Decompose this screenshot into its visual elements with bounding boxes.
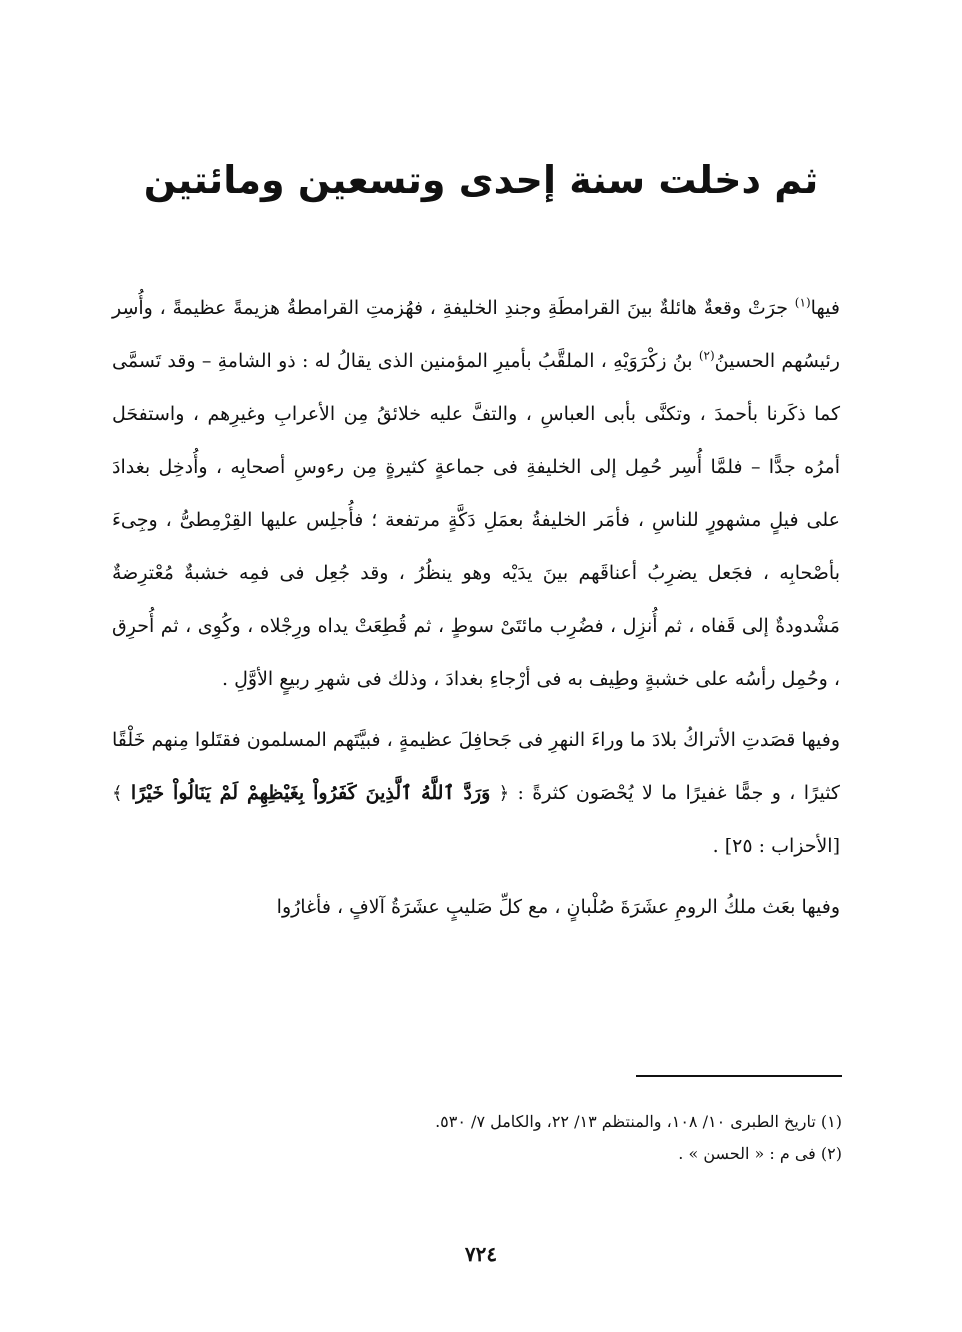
quran-citation: [الأحزاب : ٢٥] . bbox=[712, 835, 840, 857]
footnotes bbox=[120, 1106, 842, 1170]
paragraph-1-end: بنُ زكْرَوَيْهِ ، الملقَّبُ بأميرِ المؤمنين الذى يقالُ له : ذو الشامةِ – وقد تَسمَّى كما ذكَرنا بأحمدَ ، وتكنَّى بأبى العباسِ ، والتفَّ عليه خلائقُ مِن الأعرابِ وغيرِهم ، واستفحَل أمرُه جدًّا – فلمَّا أُسِر حُمِل إلى الخليفةِ فى جماعةٍ كثيرةٍ مِن رءوسِ أصحابِه ، وأُدخِل بغدادَ على فيلٍ مشهورٍ للناسِ ، فأمَر الخليفةُ بعمَلِ دَكَّةٍ مرتفعة ؛ فأُجلِس عليها القِرْمِطىُّ ، وجِىءَ بأصْحابِه ، فجَعل يضرِبُ أعناقَهم بينَ يدَيْه وهو ينظُرُ ، وقد جُعِل فى فمِه خشبةٌ مُعْترِضةٌ مَشْدودةٌ إلى قَفاه ، ثم أُنزِل ، فضُرِب مائتَىْ سوطٍ ، ثم قُطِعَتْ يداه ورِجْلاه ، وكُوِى ، ثم أُحرِق ، وحُمِل رأسُه على خشبةٍ وطِيف به فى أرْجاءِ بغدادَ ، وذلك فى شهرِ ربيعٍ الأوَّلِ . bbox=[112, 350, 840, 690]
footnote-2: (٢) فى م : « الحسن » . bbox=[678, 1144, 842, 1163]
page-number: ٧٢٤ bbox=[464, 1242, 498, 1266]
paragraph-1-middle: جرَتْ وقعةٌ هائلةٌ بينَ القرامطَةِ وجندِ الخليفةِ ، فهُزمتِ القرامطةُ هزيمةً عظيمةً ، وأُسِر رئيسُهم الحسينُ bbox=[112, 297, 840, 372]
footnote-ref-1: (١) bbox=[794, 295, 811, 310]
footnote-1: (١) تاريخ الطبرى ١٠/ ١٠٨، والمنتظم ١٣/ ٢٢، والكامل ٧/ ٥٣٠. bbox=[435, 1112, 842, 1131]
paragraph-1-start: فيها bbox=[810, 297, 840, 319]
quran-verse: وَرَدَّ ٱللَّهُ ٱلَّذِينَ كَفَرُواْ بِغَيْظِهِمْ لَمْ يَنَالُواْ خَيْرًا bbox=[130, 782, 491, 804]
main-text bbox=[112, 282, 840, 934]
quran-close-bracket: ﴾ bbox=[112, 783, 123, 804]
paragraph-2-text: وفيها قصَدتِ الأتراكُ بلادَ ما وراءَ النهرِ فى جَحافِلَ عظيمةٍ ، فبيَّتَهم المسلمون فقتَلوا مِنهم خَلْقًا كثيرًا ، و جمًّا غفيرًا ما لا يُحْصَون كثرةً : bbox=[112, 729, 840, 804]
paragraph-3: وفيها بعَث ملكُ الرومِ عشَرَةَ صُلْبانٍ ، مع كلِّ صَليبٍ عشَرَةُ آلافٍ ، فأغارُوا bbox=[276, 896, 840, 918]
quran-open-bracket: ﴿ bbox=[498, 783, 510, 804]
footnote-divider bbox=[636, 1075, 842, 1077]
paragraph-1 bbox=[112, 282, 840, 706]
chapter-title: ثم دخلت سنة إحدى وتسعين ومائتين bbox=[143, 158, 819, 202]
paragraph-2 bbox=[112, 714, 840, 873]
footnote-ref-2: (٢) bbox=[698, 348, 715, 363]
